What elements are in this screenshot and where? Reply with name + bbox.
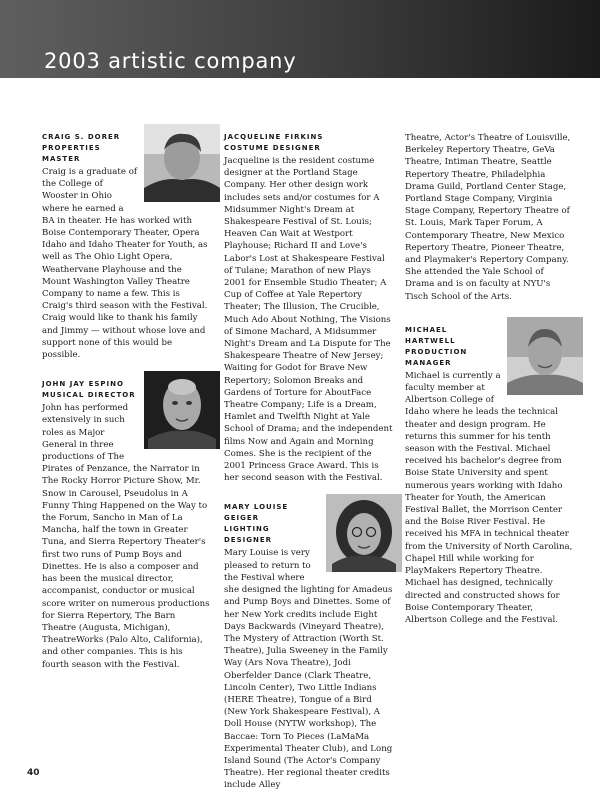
bio-jacqueline-firkins (224, 124, 394, 484)
bio-craig-dorer (42, 124, 212, 361)
headshot-john-jay-espino (144, 371, 220, 449)
column-3 (405, 124, 575, 626)
headshot-craig-dorer (144, 124, 220, 202)
bio-role: PROPERTIES MASTER (42, 144, 101, 163)
bio-mary-louise-geiger (224, 494, 394, 791)
bio-role: LIGHTING DESIGNER (224, 525, 273, 545)
page-title: 2003 artistic company (44, 49, 297, 73)
bio-role: COSTUME DESIGNER (224, 144, 321, 152)
headshot-mary-louise-geiger (326, 494, 402, 572)
bio-michael-hartwell (405, 317, 575, 626)
bio-john-jay-espino (42, 371, 212, 670)
page-number: 40 (27, 768, 40, 778)
headshot-michael-hartwell (507, 317, 583, 395)
bio-text: Michael is currently a faculty member at Albertson College of Idaho where he leads the technical theater and design program. He returns this summer for his tenth season with the Festival. Michael received his bachelor's degree from Boise State University and spent numerous years working with Idaho Theater for Youth, the American Festival Ballet, the Morrison Center and the Boise River Festival. He received his MFA in technical theater from the University of North Carolina, Chapel Hill while working for PlayMakers Repertory Theatre. Michael has designed, technically directed and constructed shows for Boise Contemporary Theater, Albertson College and the Festival. (405, 370, 573, 625)
bio-text: Jacqueline is the resident costume designer at the Portland Stage Company. Her other design work includes sets and/or costumes for A Midsummer Night's Dream at Shakespeare Festival of St. Louis; Heaven Can Wait at Westport Playhouse; Richard II and Love's Labor's Lost at Shakespeare Festival of Tulane; Marathon of new Plays 2001 for Ensemble Studio Theater; A Cup of Coffee at Yale Repertory Theater; The Illusion, The Crucible, Much Ado About Nothing, The Visions of Simone Machard, A Midsummer Night's Dream and La Dispute for The Shakespeare Theatre of New Jersey; Waiting for Godot for Brave New Repertory; Solomon Breaks and Gardens of Torture for AboutFace Theatre Company; Life is a Dream, Hamlet and Twelfth Night at Yale School of Drama; and the independent films Now and Again and Morning Comes. She is the recipient of the 2001 Princess Grace Award. This is her second season with the Festival. (224, 156, 393, 484)
bio-name: MARY LOUISE GEIGER (224, 503, 289, 523)
column-2 (224, 124, 394, 792)
bio-name: JACQUELINE FIRKINS (224, 133, 324, 141)
bio-continuation (405, 132, 575, 303)
header-band (0, 0, 600, 78)
bio-name: MICHAEL HARTWELL (405, 325, 456, 345)
bio-text: Mary Louise is very pleased to return to the Festival where she designed the lighting for Amadeus and Pump Boys and Dinettes. Some of her New York credits include Eight Days Backwards (Vineyard Theatre), The Mystery of Attraction (Worth St. Theatre), Julia Sweeney in the Family Way (Ars Nova Theatre), Jodi Oberfelder Dance (Clark Theatre, Lincoln Center), Two Little Indians (HERE Theatre), Tongue of a Bird (New York Shakespeare Festival), A Doll House (NYTW workshop), The Baccae: Torn To Pieces (LaMaMa Experimental Theater Club), and Long Island Sound (The Actor's Company Theatre). Her regional theater credits include Alley (224, 548, 393, 791)
bio-text-continued: Theatre, Actor's Theatre of Louisville, Berkeley Repertory Theatre, GeVa Theatre, Intiman Theatre, Seattle Repertory Theatre, Philadelphia Drama Guild, Portland Center Stage, Portland Stage Company, Virginia Stage Company, Repertory Theatre of St. Louis, Mark Taper Forum, A Contemporary Theatre, New Mexico Repertory Theatre, Pioneer Theatre, and Playmaker's Repertory Company. She attended the Yale School of Drama and is on faculty at NYU's Tisch School of the Arts. (405, 133, 571, 302)
bio-text: Craig is a graduate of the College of Wooster in Ohio where he earned a BA in theater. He has worked with Boise Contemporary Theater, Opera Idaho and Idaho Theater for Youth, as well as The Ohio Light Opera, Weathervane Playhouse and the Mount Washington Valley Theatre Company to name a few. This is Craig's third season with the Festival. Craig would like to thank his family and Jimmy — without whose love and support none of this would be possible. (42, 167, 208, 361)
bio-text: John has performed extensively in such roles as Major General in three productions of The Pirates of Penzance, the Narrator in The Rocky Horror Picture Show, Mr. Snow in Carousel, Pseudolus in A Funny Thing Happened on the Way to the Forum, Sancho in Man of La Mancha, half the town in Greater Tuna, and Sierra Repertory Theater's first two runs of Pump Boys and Dinettes. He is also a composer and has been the musical director, accompanist, conductor or musical score writer on numerous productions for Sierra Repertory, The Barn Theatre (Augusta, Michigan), TheatreWorks (Palo Alto, California), and other companies. This is his fourth season with the Festival. (42, 403, 210, 670)
column-1 (42, 124, 212, 671)
bio-name: CRAIG S. DORER (42, 133, 121, 141)
bio-role: PRODUCTION MANAGER (405, 347, 468, 367)
bio-name: JOHN JAY ESPINO (42, 380, 124, 389)
bio-role: MUSICAL DIRECTOR (42, 391, 136, 400)
